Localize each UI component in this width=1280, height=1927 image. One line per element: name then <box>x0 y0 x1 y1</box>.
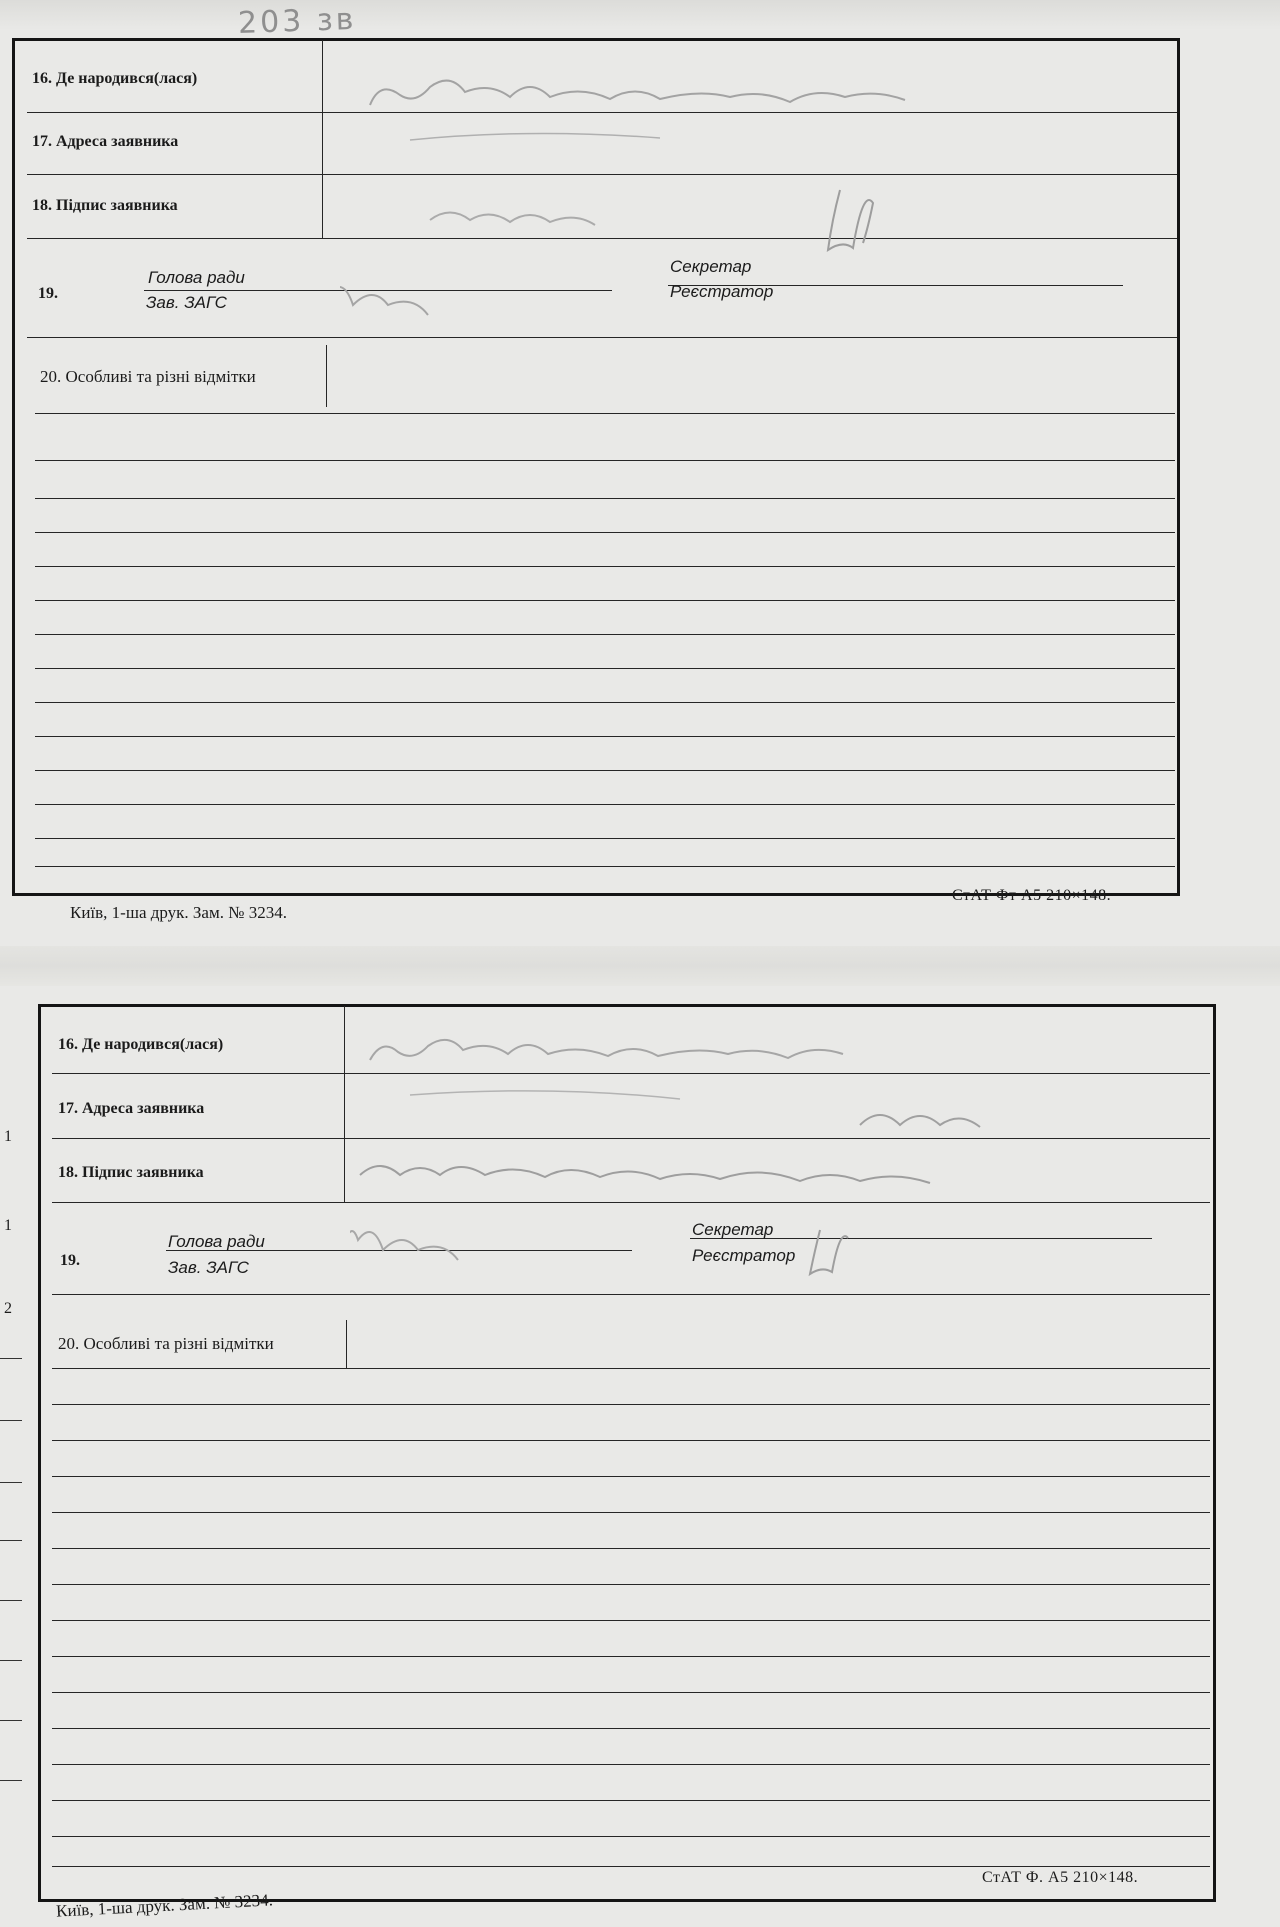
form-2-rule <box>52 1692 1210 1693</box>
form-1-zags-head-label: Зав. ЗАГС <box>146 293 227 312</box>
page-top-edge <box>0 0 1280 30</box>
form-2-rule <box>52 1476 1210 1477</box>
form-1-rule <box>35 866 1175 867</box>
form-2-rule <box>52 1368 1210 1369</box>
strip-rule <box>0 1540 22 1541</box>
form-2-column-divider <box>346 1320 347 1368</box>
form-2-handwriting <box>350 1015 1200 1315</box>
form-2-rule <box>52 1512 1210 1513</box>
form-2-rule <box>52 1548 1210 1549</box>
form-2-rule <box>52 1584 1210 1585</box>
strip-mark: 1 <box>4 1217 12 1234</box>
form-2-rule <box>52 1404 1210 1405</box>
form-2-council-head-label: Голова ради <box>168 1232 265 1251</box>
form-1-birthplace-label: 16. Де народився(лася) <box>32 70 198 87</box>
form-2-rule <box>52 1728 1210 1729</box>
strip-rule <box>0 1780 22 1781</box>
form-1-printer-imprint: Київ, 1-ша друк. Зам. № 3234. <box>70 903 287 922</box>
strip-rule <box>0 1358 22 1359</box>
strip-mark: 1 <box>4 1128 12 1145</box>
form-1-secretary-label: Секретар <box>670 257 752 276</box>
form-1-rule <box>35 702 1175 703</box>
form-2-registrar-label: Реєстратор <box>692 1246 796 1265</box>
form-1-rule <box>35 668 1175 669</box>
form-2-address-label: 17. Адреса заявника <box>58 1100 205 1117</box>
page-break <box>0 946 1280 986</box>
form-1-registrar-label: Реєстратор <box>670 282 774 301</box>
form-1-rule <box>35 804 1175 805</box>
form-1-column-divider <box>322 40 323 238</box>
form-2-zags-head-label: Зав. ЗАГС <box>168 1258 249 1277</box>
form-2-printer-imprint: Київ, 1-ша друк. Зам. № 3234. <box>55 1890 274 1921</box>
form-1-rule <box>35 634 1175 635</box>
form-2-rule <box>52 1866 1210 1867</box>
form-2-rule <box>52 1800 1210 1801</box>
strip-rule <box>0 1420 22 1421</box>
form-1-rule <box>35 566 1175 567</box>
form-2-secretary-label: Секретар <box>692 1220 774 1239</box>
form-1-signature-label: 18. Підпис заявника <box>32 197 178 214</box>
form-1-rule <box>35 770 1175 771</box>
form-2-birthplace-label: 16. Де народився(лася) <box>58 1036 224 1053</box>
form-1-rule <box>35 600 1175 601</box>
form-1-rule <box>35 532 1175 533</box>
form-1-rule <box>35 498 1175 499</box>
form-1-council-head-label: Голова ради <box>148 268 245 287</box>
form-1-rule <box>35 736 1175 737</box>
form-2-signature-label: 18. Підпис заявника <box>58 1164 204 1181</box>
form-2-form-code: СтАТ Ф. А5 210×148. <box>982 1869 1139 1886</box>
form-1-remarks-label: 20. Особливі та різні відмітки <box>40 367 256 386</box>
strip-rule <box>0 1600 22 1601</box>
form-2-rule <box>52 1656 1210 1657</box>
form-2-rule <box>52 1836 1210 1837</box>
form-1-column-divider <box>326 345 327 407</box>
form-1-form-code: СтАТ Фт А5 210×148. <box>952 887 1112 904</box>
strip-rule <box>0 1720 22 1721</box>
form-2-remarks-label: 20. Особливі та різні відмітки <box>58 1334 274 1353</box>
strip-mark: 2 <box>4 1300 12 1317</box>
form-2-rule <box>52 1764 1210 1765</box>
form-2-rule <box>52 1620 1210 1621</box>
strip-rule <box>0 1660 22 1661</box>
form-2-column-divider <box>344 1006 345 1202</box>
form-1-rule <box>35 838 1175 839</box>
form-1-rule <box>35 460 1175 461</box>
archive-mark: 203 зв <box>237 1 358 42</box>
form-1-rule <box>35 413 1175 414</box>
form-2-row19-number: 19. <box>60 1252 80 1269</box>
form-1-row19-number: 19. <box>38 285 58 302</box>
form-1-address-label: 17. Адреса заявника <box>32 133 179 150</box>
strip-rule <box>0 1482 22 1483</box>
form-2-rule <box>52 1440 1210 1441</box>
form-1-handwriting <box>340 50 1180 380</box>
